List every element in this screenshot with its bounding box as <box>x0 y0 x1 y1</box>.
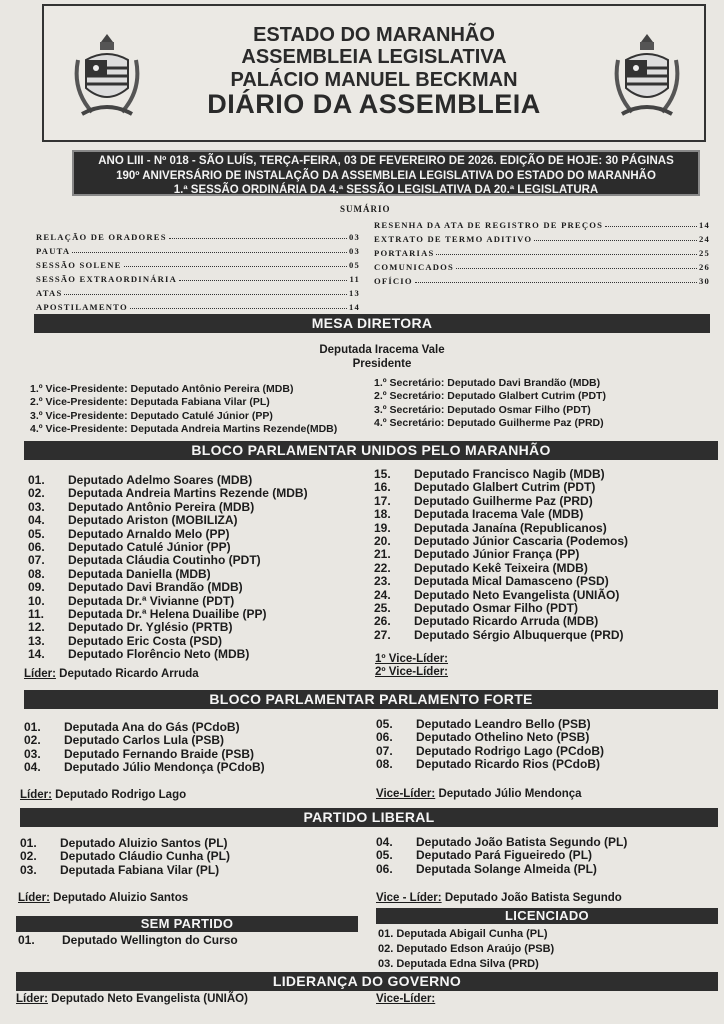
edition-line-1: ANO LIII - Nº 018 - SÃO LUÍS, TERÇA-FEIRA, 03 DE FEVEREIRO DE 2026. EDIÇÃO DE HOJE: 30 PÁGINAS <box>98 155 674 167</box>
member-row <box>374 495 628 508</box>
member-name: Deputada Daniella (MDB) <box>68 566 211 581</box>
licenciado-list <box>378 927 554 972</box>
bloco1-vice2-label: 2º Vice-Líder: <box>375 666 449 678</box>
bloco2-vice-label: Vice-Líder: <box>376 788 436 800</box>
pl-vice <box>376 892 622 905</box>
member-number: 27. <box>374 627 391 642</box>
member-row <box>24 761 265 774</box>
member-row <box>374 589 628 602</box>
bloco1-leader-name: Deputado Ricardo Arruda <box>59 668 199 680</box>
member-number: 04. <box>28 513 45 528</box>
bloco2-leader-name: Deputado Rodrigo Lago <box>55 789 187 801</box>
member-name: Deputado Rodrigo Lago (PCdoB) <box>416 743 604 758</box>
masthead <box>42 4 706 142</box>
bloco1-right-list <box>374 468 628 642</box>
section-bar-mesa-diretora: MESA DIRETORA <box>34 314 710 333</box>
member-row <box>28 648 308 661</box>
sem-partido-item <box>18 934 238 947</box>
member-row <box>24 748 265 761</box>
member-number: 01. <box>24 720 41 734</box>
member-number: 20. <box>374 534 391 549</box>
vice-president-item: 2.º Vice-Presidente: Deputada Fabiana Vilar (PL) <box>30 396 270 409</box>
section-bar-lideranca-governo: LIDERANÇA DO GOVERNO <box>16 972 718 991</box>
dot-leader <box>534 240 697 241</box>
member-number: 17. <box>374 493 391 508</box>
member-name: Deputado Guilherme Paz (PRD) <box>414 493 593 508</box>
member-number: 15. <box>374 467 391 481</box>
governo-vice-label: Vice-Líder: <box>376 993 436 1005</box>
secretary-item: 3.º Secretário: Deputado Osmar Filho (PDT) <box>374 403 591 416</box>
summary-entry[interactable] <box>36 242 360 256</box>
member-name: Deputado Neto Evangelista (UNIÃO) <box>414 587 620 602</box>
member-name: Deputado Francisco Nagib (MDB) <box>414 467 605 481</box>
member-number: 08. <box>376 757 393 772</box>
member-name: Deputado Júnior França (PP) <box>414 547 580 562</box>
summary-entry-page: 14 <box>699 220 710 230</box>
member-name: Deputada Janaína (Republicanos) <box>414 520 607 535</box>
edition-info-band <box>72 150 700 196</box>
header-palace: PALÁCIO MANUEL BECKMAN <box>230 69 518 91</box>
member-name: Deputado Carlos Lula (PSB) <box>64 733 225 748</box>
member-number: 24. <box>374 587 391 602</box>
member-name: Deputado Arnaldo Melo (PP) <box>68 526 230 541</box>
member-number: 06. <box>376 730 393 745</box>
member-name: Deputada Andreia Martins Rezende (MDB) <box>68 486 308 501</box>
dot-leader <box>169 238 347 239</box>
member-number: 07. <box>28 553 45 568</box>
summary-entry-page: 13 <box>349 288 360 298</box>
governo-leader <box>16 993 248 1006</box>
summary-entry-label: COMUNICADOS <box>374 262 455 272</box>
bloco2-leader-label: Líder: <box>20 789 52 801</box>
member-number: 02. <box>24 733 41 748</box>
secretaries-list <box>374 377 606 431</box>
member-number: 06. <box>376 861 393 876</box>
member-name: Deputado Eric Costa (PSD) <box>68 633 223 648</box>
summary-entry-page: 03 <box>349 246 360 256</box>
licenciado-item: 02. Deputado Edson Araújo (PSB) <box>378 943 555 955</box>
summary-entry[interactable] <box>374 230 710 244</box>
summary-entry-page: 26 <box>699 262 710 272</box>
member-row <box>374 575 628 588</box>
member-row <box>28 595 308 608</box>
member-name: Deputado João Batista Segundo (PL) <box>416 835 628 849</box>
summary-entry-label: EXTRATO DE TERMO ADITIVO <box>374 234 533 244</box>
dot-leader <box>72 252 347 253</box>
dot-leader <box>130 308 347 309</box>
member-number: 22. <box>374 560 391 575</box>
section-bar-unidos-pelo-maranhao: BLOCO PARLAMENTAR UNIDOS PELO MARANHÃO <box>24 441 718 460</box>
pl-leader-name: Deputado Aluizio Santos <box>53 892 189 904</box>
member-number: 26. <box>374 614 391 629</box>
member-number: 18. <box>374 507 391 522</box>
member-row <box>374 562 628 575</box>
member-row <box>20 837 230 850</box>
member-row <box>374 508 628 521</box>
member-row <box>28 581 308 594</box>
bloco1-leader <box>24 668 199 681</box>
bloco2-left-list <box>24 721 265 775</box>
member-number: 06. <box>28 540 45 555</box>
member-number: 11. <box>28 607 45 622</box>
summary-entry-label: SESSÃO EXTRAORDINÁRIA <box>36 274 178 284</box>
member-row <box>28 621 308 634</box>
member-row <box>28 487 308 500</box>
member-number: 05. <box>376 848 393 863</box>
newspaper-title: DIÁRIO DA ASSEMBLEIA <box>207 89 541 119</box>
member-name: Deputado Davi Brandão (MDB) <box>68 580 243 595</box>
member-row <box>374 629 628 642</box>
member-name: Deputado Fernando Braide (PSB) <box>64 746 255 761</box>
summary-entry[interactable] <box>36 270 360 284</box>
member-row <box>28 554 308 567</box>
bloco2-leader <box>20 789 186 802</box>
dot-leader <box>456 268 697 269</box>
member-name: Deputado Júlio Mendonça (PCdoB) <box>64 760 265 775</box>
pl-right-list <box>376 836 627 876</box>
section-bar-partido-liberal: PARTIDO LIBERAL <box>20 808 718 827</box>
summary-entry-page: 11 <box>349 274 360 284</box>
member-number: 10. <box>28 593 45 608</box>
member-name: Deputado Osmar Filho (PDT) <box>414 601 579 616</box>
summary-entry-page: 30 <box>699 276 710 286</box>
member-row <box>24 721 265 734</box>
member-number: 08. <box>28 566 45 581</box>
summary-entry-page: 24 <box>699 234 710 244</box>
member-number: 14. <box>28 647 45 662</box>
bloco2-vice <box>376 788 582 801</box>
member-row <box>20 864 230 877</box>
summary-right-column <box>374 216 710 286</box>
member-name: Deputado Florêncio Neto (MDB) <box>68 647 250 662</box>
secretary-item: 2.º Secretário: Deputado Glalbert Cutrim (PDT) <box>374 390 606 403</box>
pl-left-list <box>20 837 230 877</box>
section-bar-sem-partido: SEM PARTIDO <box>16 916 358 932</box>
member-number: 23. <box>374 574 391 589</box>
vice-presidents-list <box>30 383 337 437</box>
member-number: 01. <box>18 933 35 947</box>
summary-entry-label: RESENHA DA ATA DE REGISTRO DE PREÇOS <box>374 220 604 230</box>
member-row <box>376 758 604 771</box>
member-row <box>376 849 627 862</box>
summary-entry-label: OFÍCIO <box>374 276 413 286</box>
member-name: Deputado Ricardo Arruda (MDB) <box>414 614 599 629</box>
licenciado-item: 03. Deputada Edna Silva (PRD) <box>378 958 539 970</box>
vice-president-item: 4.º Vice-Presidente: Deputada Andreia Martins Rezende(MDB) <box>30 423 338 436</box>
member-name: Deputada Fabiana Vilar (PL) <box>60 862 220 877</box>
member-name: Deputada Iracema Vale (MDB) <box>414 507 584 522</box>
pl-leader-label: Líder: <box>18 892 50 904</box>
summary-entry[interactable] <box>374 244 710 258</box>
member-row <box>24 734 265 747</box>
bloco2-right-list <box>376 718 604 772</box>
summary-entry-page: 14 <box>349 302 360 312</box>
member-number: 16. <box>374 480 391 495</box>
member-name: Deputado Pará Figueiredo (PL) <box>416 848 593 863</box>
member-name: Deputado Leandro Bello (PSB) <box>416 717 591 731</box>
summary-entry[interactable] <box>36 284 360 298</box>
summary-entry[interactable] <box>36 228 360 242</box>
member-row <box>376 863 627 876</box>
member-number: 05. <box>28 526 45 541</box>
summary-entry[interactable] <box>374 216 710 230</box>
member-name: Deputado Aluizio Santos (PL) <box>60 836 228 850</box>
member-number: 07. <box>376 743 393 758</box>
member-name: Deputado Adelmo Soares (MDB) <box>68 473 253 487</box>
secretary-item: 4.º Secretário: Deputado Guilherme Paz (PRD) <box>374 417 604 430</box>
dot-leader <box>415 282 697 283</box>
summary-entry-label: PAUTA <box>36 246 71 256</box>
member-name: Deputado Wellington do Curso <box>62 933 238 947</box>
member-number: 01. <box>28 473 45 487</box>
summary-entry-label: ATAS <box>36 288 63 298</box>
member-name: Deputada Cláudia Coutinho (PDT) <box>68 553 261 568</box>
summary-title: SUMÁRIO <box>340 204 391 214</box>
secretary-item: 1.º Secretário: Deputado Davi Brandão (MDB) <box>374 377 601 389</box>
member-number: 05. <box>376 717 393 731</box>
member-number: 21. <box>374 547 391 562</box>
member-name: Deputado Dr. Yglésio (PRTB) <box>68 620 233 635</box>
member-number: 02. <box>28 486 45 501</box>
dot-leader <box>179 280 347 281</box>
member-row <box>376 731 604 744</box>
member-row <box>20 850 230 863</box>
member-row <box>28 501 308 514</box>
section-bar-parlamento-forte: BLOCO PARLAMENTAR PARLAMENTO FORTE <box>24 690 718 709</box>
member-row <box>376 718 604 731</box>
member-name: Deputada Dr.ª Vivianne (PDT) <box>68 593 235 608</box>
member-number: 19. <box>374 520 391 535</box>
vice-president-item: 3.º Vice-Presidente: Deputado Catulé Júnior (PP) <box>30 409 273 422</box>
summary-entry[interactable] <box>374 272 710 286</box>
member-name: Deputado Cláudio Cunha (PL) <box>60 849 230 864</box>
member-name: Deputado Ricardo Rios (PCdoB) <box>416 757 601 772</box>
member-number: 04. <box>24 760 41 775</box>
member-number: 12. <box>28 620 45 635</box>
member-row <box>28 608 308 621</box>
member-row <box>374 481 628 494</box>
summary-entry[interactable] <box>36 298 360 312</box>
member-number: 01. <box>20 836 37 850</box>
header-assembly: ASSEMBLEIA LEGISLATIVA <box>241 46 507 68</box>
member-name: Deputada Ana do Gás (PCdoB) <box>64 720 240 734</box>
summary-entry[interactable] <box>36 256 360 270</box>
member-row <box>28 635 308 648</box>
member-name: Deputado Kekê Teixeira (MDB) <box>414 560 588 575</box>
member-name: Deputado Sérgio Albuquerque (PRD) <box>414 627 624 642</box>
summary-entry-label: PORTARIAS <box>374 248 435 258</box>
summary-entry-label: RELAÇÃO DE ORADORES <box>36 232 167 242</box>
section-bar-licenciado: LICENCIADO <box>376 908 718 924</box>
member-row <box>374 468 628 481</box>
member-number: 09. <box>28 580 45 595</box>
member-row <box>374 548 628 561</box>
header-state: ESTADO DO MARANHÃO <box>253 24 495 46</box>
member-name: Deputado Othelino Neto (PSB) <box>416 730 590 745</box>
dot-leader <box>124 266 347 267</box>
vice-president-item: 1.º Vice-Presidente: Deputado Antônio Pereira (MDB) <box>30 383 294 395</box>
sem-partido-list <box>18 934 238 947</box>
member-row <box>28 568 308 581</box>
member-name: Deputado Ariston (MOBILIZA) <box>68 513 238 528</box>
pl-vice-label: Vice - Líder: <box>376 892 442 904</box>
president-name: Deputada Iracema Vale <box>319 344 445 356</box>
member-name: Deputada Mical Damasceno (PSD) <box>414 574 609 589</box>
bloco1-vice1-label: 1º Vice-Líder: <box>375 653 449 665</box>
summary-entry-page: 03 <box>349 232 360 242</box>
dot-leader <box>436 254 697 255</box>
summary-entry[interactable] <box>374 258 710 272</box>
summary-entry-page: 25 <box>699 248 710 258</box>
member-row <box>28 514 308 527</box>
member-row <box>28 528 308 541</box>
member-name: Deputada Solange Almeida (PL) <box>416 861 597 876</box>
pl-leader <box>18 892 188 905</box>
president-role: Presidente <box>352 358 412 370</box>
member-name: Deputado Júnior Cascaria (Podemos) <box>414 534 629 549</box>
licenciado-item: 01. Deputada Abigail Cunha (PL) <box>378 928 548 940</box>
bloco2-vice-name: Deputado Júlio Mendonça <box>438 788 582 800</box>
member-number: 02. <box>20 849 37 864</box>
edition-line-2: 190º ANIVERSÁRIO DE INSTALAÇÃO DA ASSEMBLEIA LEGISLATIVA DO ESTADO DO MARANHÃO <box>116 169 656 182</box>
member-name: Deputado Antônio Pereira (MDB) <box>68 499 255 514</box>
member-row <box>376 745 604 758</box>
member-row <box>28 541 308 554</box>
member-number: 03. <box>20 862 37 877</box>
member-number: 03. <box>24 746 41 761</box>
summary-left-column <box>36 228 360 312</box>
summary-entry-page: 05 <box>349 260 360 270</box>
summary-entry-label: APOSTILAMENTO <box>36 302 128 312</box>
pl-vice-name: Deputado João Batista Segundo <box>444 892 622 904</box>
member-row <box>376 836 627 849</box>
bloco1-leader-label: Líder: <box>24 668 56 680</box>
dot-leader <box>605 226 697 227</box>
member-number: 25. <box>374 601 391 616</box>
member-row <box>28 474 308 487</box>
edition-line-3: 1.ª SESSÃO ORDINÁRIA DA 4.ª SESSÃO LEGISLATIVA DA 20.ª LEGISLATURA <box>173 184 599 196</box>
member-row <box>374 522 628 535</box>
member-name: Deputado Glalbert Cutrim (PDT) <box>414 480 596 495</box>
member-row <box>374 535 628 548</box>
governo-leader-label: Líder: <box>16 993 48 1005</box>
member-name: Deputado Catulé Júnior (PP) <box>68 540 231 555</box>
member-name: Deputada Dr.ª Helena Duailibe (PP) <box>68 607 267 622</box>
member-number: 03. <box>28 499 45 514</box>
summary-entry-label: SESSÃO SOLENE <box>36 260 122 270</box>
member-row <box>374 602 628 615</box>
bloco1-left-list <box>28 474 308 662</box>
governo-leader-name: Deputado Neto Evangelista (UNIÃO) <box>51 993 248 1005</box>
member-number: 13. <box>28 633 45 648</box>
dot-leader <box>64 294 347 295</box>
member-row <box>374 615 628 628</box>
member-number: 04. <box>376 835 393 849</box>
